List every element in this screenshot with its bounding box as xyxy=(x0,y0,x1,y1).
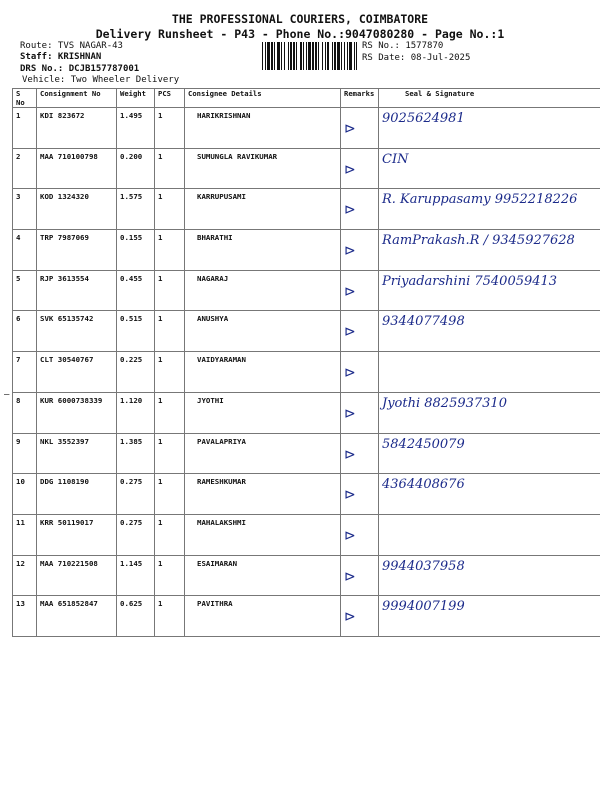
row-consignee-name: BHARATHI xyxy=(185,230,341,271)
row-consignee-name: PAVALAPRIYA xyxy=(185,433,341,474)
tick-mark-icon: ⊳ xyxy=(344,609,356,626)
row-signature: 4364408676 xyxy=(379,474,600,515)
row-consignee-name: PAVITHRA xyxy=(185,596,341,637)
row-consignment-no: NKL 3552397 xyxy=(37,433,117,474)
row-consignee-name: ANUSHYA xyxy=(185,311,341,352)
tick-mark-icon: ⊳ xyxy=(344,161,356,178)
tick-mark-icon: ⊳ xyxy=(344,568,356,585)
row-weight: 0.515 xyxy=(117,311,155,352)
row-consignment-no: KOD 1324320 xyxy=(37,189,117,230)
row-signature: 9025624981 xyxy=(379,108,600,149)
row-signature: Jyothi 8825937310 xyxy=(379,392,600,433)
table-row xyxy=(13,433,600,474)
drs-label: DRS No.: DCJB157787001 xyxy=(20,64,140,74)
row-weight: 0.225 xyxy=(117,352,155,393)
table-row xyxy=(13,230,600,271)
row-weight: 1.575 xyxy=(117,189,155,230)
row-pcs: 1 xyxy=(155,392,185,433)
row-consignee-name: MAHALAKSHMI xyxy=(185,514,341,555)
row-sno: 1 xyxy=(13,108,37,149)
row-consignment-no: TRP 7987069 xyxy=(37,230,117,271)
table-row xyxy=(13,596,600,637)
rs-date: RS Date: 08-Jul-2025 xyxy=(362,53,471,63)
row-sno: 7 xyxy=(13,352,37,393)
row-remark-mark xyxy=(341,352,379,393)
row-weight: 0.275 xyxy=(117,514,155,555)
col-header-sno: S No xyxy=(13,89,37,108)
row-pcs: 1 xyxy=(155,474,185,515)
row-signature: RamPrakash.R / 9345927628 xyxy=(379,230,600,271)
row-remark-mark xyxy=(341,555,379,596)
tick-mark-icon: ⊳ xyxy=(344,121,356,137)
row-consignee-name: RAMESHKUMAR xyxy=(185,474,341,515)
row-pcs: 1 xyxy=(155,189,185,230)
table-row xyxy=(13,514,600,555)
row-weight: 1.145 xyxy=(117,555,155,596)
tick-mark-icon: ⊳ xyxy=(344,324,356,341)
row-remark-mark xyxy=(341,596,379,637)
row-remark-mark xyxy=(341,514,379,555)
row-sno: 8 xyxy=(13,392,37,433)
row-consignment-no: KUR 6000738339 xyxy=(37,392,117,433)
row-consignment-no: RJP 3613554 xyxy=(37,270,117,311)
col-header-signature: Seal & Signature xyxy=(379,89,600,108)
row-pcs: 1 xyxy=(155,433,185,474)
row-pcs: 1 xyxy=(155,148,185,189)
tick-mark-icon: ⊳ xyxy=(344,487,356,504)
col-header-consignee: Consignee Details xyxy=(185,89,341,108)
row-consignment-no: KDI 823672 xyxy=(37,108,117,149)
staff-label: Staff: KRISHNAN xyxy=(20,52,102,62)
row-signature: 5842450079 xyxy=(379,433,600,474)
row-remark-mark xyxy=(341,108,379,149)
barcode-icon xyxy=(262,42,357,70)
row-weight: 0.275 xyxy=(117,474,155,515)
runsheet-subtitle: Delivery Runsheet - P43 - Phone No.:9047080280 - Page No.:1 xyxy=(95,27,505,41)
row-remark-mark xyxy=(341,189,379,230)
row-signature: R. Karuppasamy 9952218226 xyxy=(379,189,600,230)
row-signature: Priyadarshini 7540059413 xyxy=(379,270,600,311)
row-sno: 5 xyxy=(13,270,37,311)
row-sno: 6 xyxy=(13,311,37,352)
table-row xyxy=(13,270,600,311)
row-signature xyxy=(379,352,600,393)
row-sno: 2 xyxy=(13,148,37,189)
row-signature: 9944037958 xyxy=(379,555,600,596)
row-sno: 12 xyxy=(13,555,37,596)
margin-dash: – xyxy=(4,390,10,400)
row-weight: 1.385 xyxy=(117,433,155,474)
table-row xyxy=(13,189,600,230)
row-remark-mark xyxy=(341,148,379,189)
col-header-remarks: Remarks xyxy=(341,89,379,108)
row-pcs: 1 xyxy=(155,270,185,311)
row-consignee-name: HARIKRISHNAN xyxy=(185,108,341,149)
row-consignment-no: MAA 710100798 xyxy=(37,148,117,189)
row-consignee-name: VAIDYARAMAN xyxy=(185,352,341,393)
row-signature: 9994007199 xyxy=(379,596,600,637)
row-sno: 4 xyxy=(13,230,37,271)
row-sno: 10 xyxy=(13,474,37,515)
table-row xyxy=(13,108,600,149)
table-row xyxy=(13,392,600,433)
row-sno: 11 xyxy=(13,514,37,555)
row-consignee-name: SUMUNGLA RAVIKUMAR xyxy=(185,148,341,189)
row-signature: 9344077498 xyxy=(379,311,600,352)
row-pcs: 1 xyxy=(155,555,185,596)
tick-mark-icon: ⊳ xyxy=(344,365,356,382)
row-remark-mark xyxy=(341,311,379,352)
row-signature xyxy=(379,514,600,555)
company-title: THE PROFESSIONAL COURIERS, COIMBATORE xyxy=(171,12,429,26)
row-weight: 1.120 xyxy=(117,392,155,433)
table-header-row xyxy=(13,89,600,108)
tick-mark-icon: ⊳ xyxy=(344,243,356,260)
row-consignment-no: KRR 50119017 xyxy=(37,514,117,555)
table-row xyxy=(13,311,600,352)
row-weight: 0.155 xyxy=(117,230,155,271)
table-row xyxy=(13,555,600,596)
row-weight: 0.455 xyxy=(117,270,155,311)
row-weight: 0.625 xyxy=(117,596,155,637)
table-row xyxy=(13,474,600,515)
runsheet-table xyxy=(12,88,600,637)
row-sno: 13 xyxy=(13,596,37,637)
table-row xyxy=(13,148,600,189)
row-sno: 9 xyxy=(13,433,37,474)
table-row xyxy=(13,352,600,393)
tick-mark-icon: ⊳ xyxy=(344,446,356,463)
row-sno: 3 xyxy=(13,189,37,230)
row-remark-mark xyxy=(341,230,379,271)
row-consignment-no: CLT 30540767 xyxy=(37,352,117,393)
row-pcs: 1 xyxy=(155,596,185,637)
route-label: Route: TVS NAGAR-43 xyxy=(20,41,123,51)
rs-number: RS No.: 1577870 xyxy=(362,41,444,51)
tick-mark-icon: ⊳ xyxy=(344,202,356,219)
row-signature: CIN xyxy=(379,148,600,189)
row-pcs: 1 xyxy=(155,514,185,555)
row-pcs: 1 xyxy=(155,108,185,149)
row-remark-mark xyxy=(341,433,379,474)
vehicle-label: Vehicle: Two Wheeler Delivery xyxy=(22,75,180,85)
row-consignment-no: SVK 65135742 xyxy=(37,311,117,352)
row-consignee-name: ESAIMARAN xyxy=(185,555,341,596)
tick-mark-icon: ⊳ xyxy=(344,405,356,422)
row-pcs: 1 xyxy=(155,311,185,352)
row-remark-mark xyxy=(341,270,379,311)
row-pcs: 1 xyxy=(155,230,185,271)
col-header-weight: Weight xyxy=(117,89,155,108)
col-header-pcs: PCS xyxy=(155,89,185,108)
row-consignment-no: MAA 710221508 xyxy=(37,555,117,596)
row-consignment-no: MAA 651852847 xyxy=(37,596,117,637)
row-remark-mark xyxy=(341,474,379,515)
row-consignment-no: DDG 1108190 xyxy=(37,474,117,515)
col-header-consignment: Consignment No xyxy=(37,89,117,108)
row-pcs: 1 xyxy=(155,352,185,393)
row-weight: 1.495 xyxy=(117,108,155,149)
tick-mark-icon: ⊳ xyxy=(344,283,356,300)
row-consignee-name: JYOTHI xyxy=(185,392,341,433)
tick-mark-icon: ⊳ xyxy=(344,527,356,544)
row-remark-mark xyxy=(341,392,379,433)
row-weight: 0.200 xyxy=(117,148,155,189)
row-consignee-name: KARRUPUSAMI xyxy=(185,189,341,230)
row-consignee-name: NAGARAJ xyxy=(185,270,341,311)
